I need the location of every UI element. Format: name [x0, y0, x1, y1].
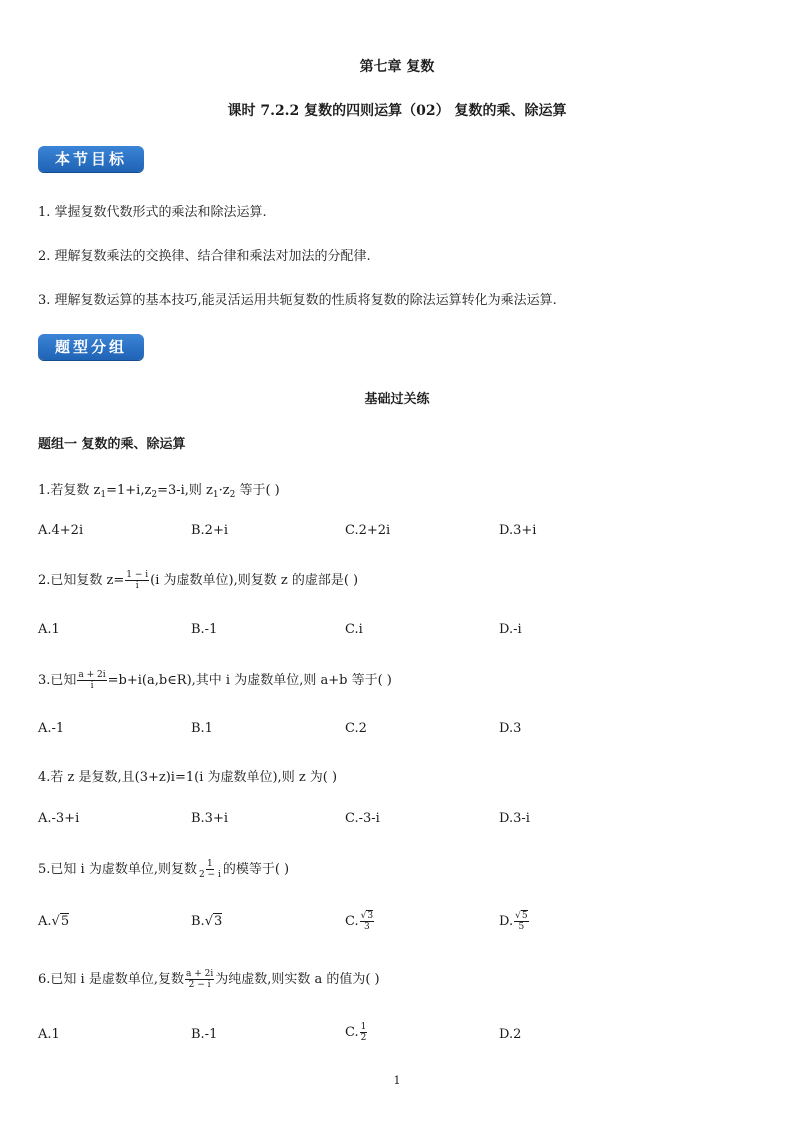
question-2: 2.已知复数 z= $\frac{1 - i}{i}$ (i 为虚数单位),则复数 z 的虚部是( ) [38, 570, 359, 591]
groups-badge: 题型分组 [38, 334, 144, 360]
question-3: 3.已知 $\frac{a + 2i}{i}$ =b+i(a,b∈R),其中 i 为虚数单位,则 a+b 等于( ) [38, 670, 392, 691]
goals-badge: 本节目标 [38, 146, 144, 172]
option-d: D.2 [499, 1027, 522, 1042]
option-a: A.4+2i [38, 523, 84, 538]
option-c: C. $\frac{√3}{3}$ [345, 911, 374, 932]
option-d: D. $\frac{√5}{5}$ [499, 911, 528, 932]
option-a: A.-1 [38, 721, 65, 736]
option-d: D.3 [499, 721, 522, 736]
option-c: C.-3-i [345, 811, 380, 826]
option-d: D.3+i [499, 523, 537, 538]
question-6: 6.已知 i 是虚数单位,复数 $\frac{a + 2i}{2 - i}$ 为纯虚数,则实数 a 的值为( ) [38, 969, 380, 990]
option-a: A.1 [38, 1027, 60, 1042]
option-b: B.√3 [191, 914, 223, 929]
fraction: $\frac{a + 2i}{2 - i}$ [185, 969, 214, 990]
option-b: B.2+i [191, 523, 229, 538]
section-title: 基础过关练 [364, 392, 430, 407]
chapter-title: 第七章 复数 [359, 59, 435, 75]
option-a: A.1 [38, 622, 60, 637]
fraction: $\frac{1}{2 - i}$ [198, 859, 221, 880]
option-d: D.3-i [499, 811, 530, 826]
option-b: B.1 [191, 721, 213, 736]
option-b: B.-1 [191, 1027, 218, 1042]
option-c: C.2 [345, 721, 367, 736]
lesson-title: 课时 7.2.2 复数的四则运算（02） 复数的乘、除运算 [227, 103, 567, 119]
question-5: 5.已知 i 为虚数单位,则复数 $\frac{1}{2 - i}$ 的模等于( ) [38, 859, 290, 880]
question-4: 4.若 z 是复数,且(3+z)i=1(i 为虚数单位),则 z 为( ) [38, 770, 338, 785]
option-c: C. $\frac{1}{2}$ [345, 1022, 367, 1043]
goal-item: 3. 理解复数运算的基本技巧,能灵活运用共轭复数的性质将复数的除法运算转化为乘法运算. [38, 293, 557, 308]
sqrt-symbol: √5 [51, 914, 70, 929]
fraction: $\frac{1 - i}{i}$ [126, 570, 149, 591]
fraction: $\frac{√5}{5}$ [515, 911, 528, 932]
option-b: B.3+i [191, 811, 229, 826]
option-c: C.2+2i [345, 523, 391, 538]
option-b: B.-1 [191, 622, 218, 637]
group-title: 题组一 复数的乘、除运算 [38, 437, 186, 452]
page-number: 1 [393, 1074, 401, 1087]
fraction: $\frac{√3}{3}$ [360, 911, 374, 932]
sqrt-symbol: √3 [204, 914, 223, 929]
goal-item: 2. 理解复数乘法的交换律、结合律和乘法对加法的分配律. [38, 249, 371, 264]
option-c: C.i [345, 622, 363, 637]
question-1: 1.若复数 $z_1=1+i,z_2=3-i$,则 $z_1\cdot z_2$ 等于( ) [38, 483, 280, 500]
fraction: $\frac{a + 2i}{i}$ [78, 670, 106, 691]
fraction: $\frac{1}{2}$ [360, 1022, 367, 1043]
option-a: A.√5 [38, 914, 70, 929]
goal-item: 1. 掌握复数代数形式的乘法和除法运算. [38, 205, 267, 220]
option-a: A.-3+i [38, 811, 80, 826]
option-d: D.-i [499, 622, 522, 637]
